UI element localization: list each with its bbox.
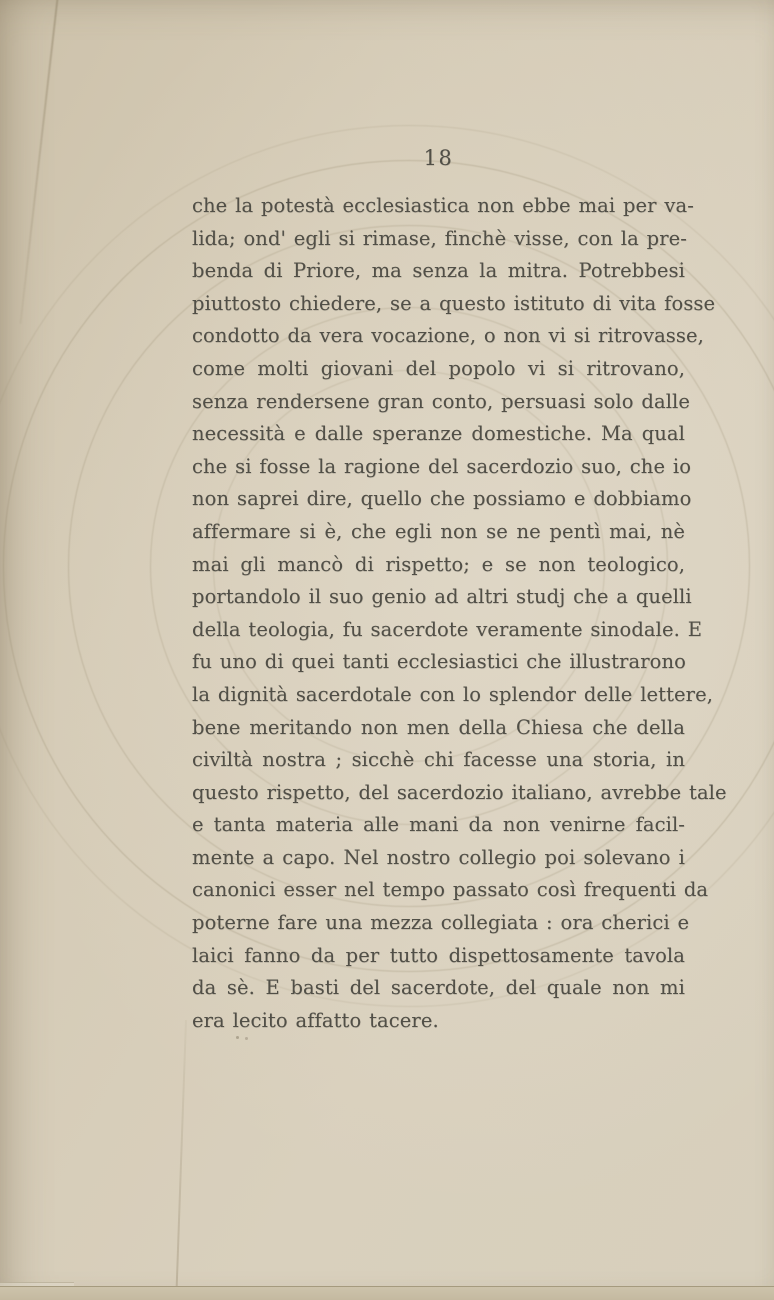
text-line: benda di Priore, ma senza la mitra. Potrebbesi [192,259,685,283]
text-line: bene meritando non men della Chiesa che della [192,715,685,739]
text-line: era lecito affatto tacere. [192,1008,439,1032]
text-line: piuttosto chiedere, se a questo istituto di vita fosse [192,291,716,315]
text-line: poterne fare una mezza collegiata : ora cherici e [192,911,690,935]
text-line: mente a capo. Nel nostro collegio poi solevano i [192,845,685,869]
text-line: mai gli mancò di rispetto; e se non teologico, [192,552,685,576]
text-line: portandolo il suo genio ad altri studj che a quelli [192,585,692,609]
text-line: come molti giovani del popolo vi si ritrovano, [192,356,685,380]
text-line: affermare si è, che egli non se ne pentì mai, nè [192,519,685,543]
text-line: laici fanno da per tutto dispettosamente tavola [192,943,685,967]
text-line: condotto da vera vocazione, o non vi si ritrovasse, [192,324,704,348]
text-line: fu uno di quei tanti ecclesiastici che illustrarono [192,650,686,674]
text-line: canonici esser nel tempo passato così frequenti da [192,878,709,902]
text-line: la dignità sacerdotale con lo splendor delle lettere, [192,682,714,706]
page-bottom-edge [0,1286,774,1300]
text-line: che si fosse la ragione del sacerdozio suo, che io [192,454,692,478]
text-line: lida; ond' egli si rimase, finchè visse, con la pre- [192,226,687,250]
paper-crease-bottom [175,1020,186,1300]
text-line: non saprei dire, quello che possiamo e dobbiamo [192,487,692,511]
text-line: civiltà nostra ; sicchè chi facesse una storia, in [192,748,685,772]
paper-crease-top-left [19,0,59,324]
text-line: senza rendersene gran conto, persuasi solo dalle [192,389,691,413]
text-line: che la potestà ecclesiastica non ebbe mai per va- [192,194,694,217]
text-line: della teologia, fu sacerdote veramente sinodale. E [192,617,703,641]
page-number: 18 [423,146,454,170]
text-line: necessità e dalle speranze domestiche. Ma qual [192,422,685,446]
text-line: questo rispetto, del sacerdozio italiano, avrebbe tale [192,780,727,804]
text-line: e tanta materia alle mani da non venirne facil- [192,813,685,837]
text-line: da sè. E basti del sacerdote, del quale non mi [192,976,685,1000]
text-block [192,146,727,1037]
